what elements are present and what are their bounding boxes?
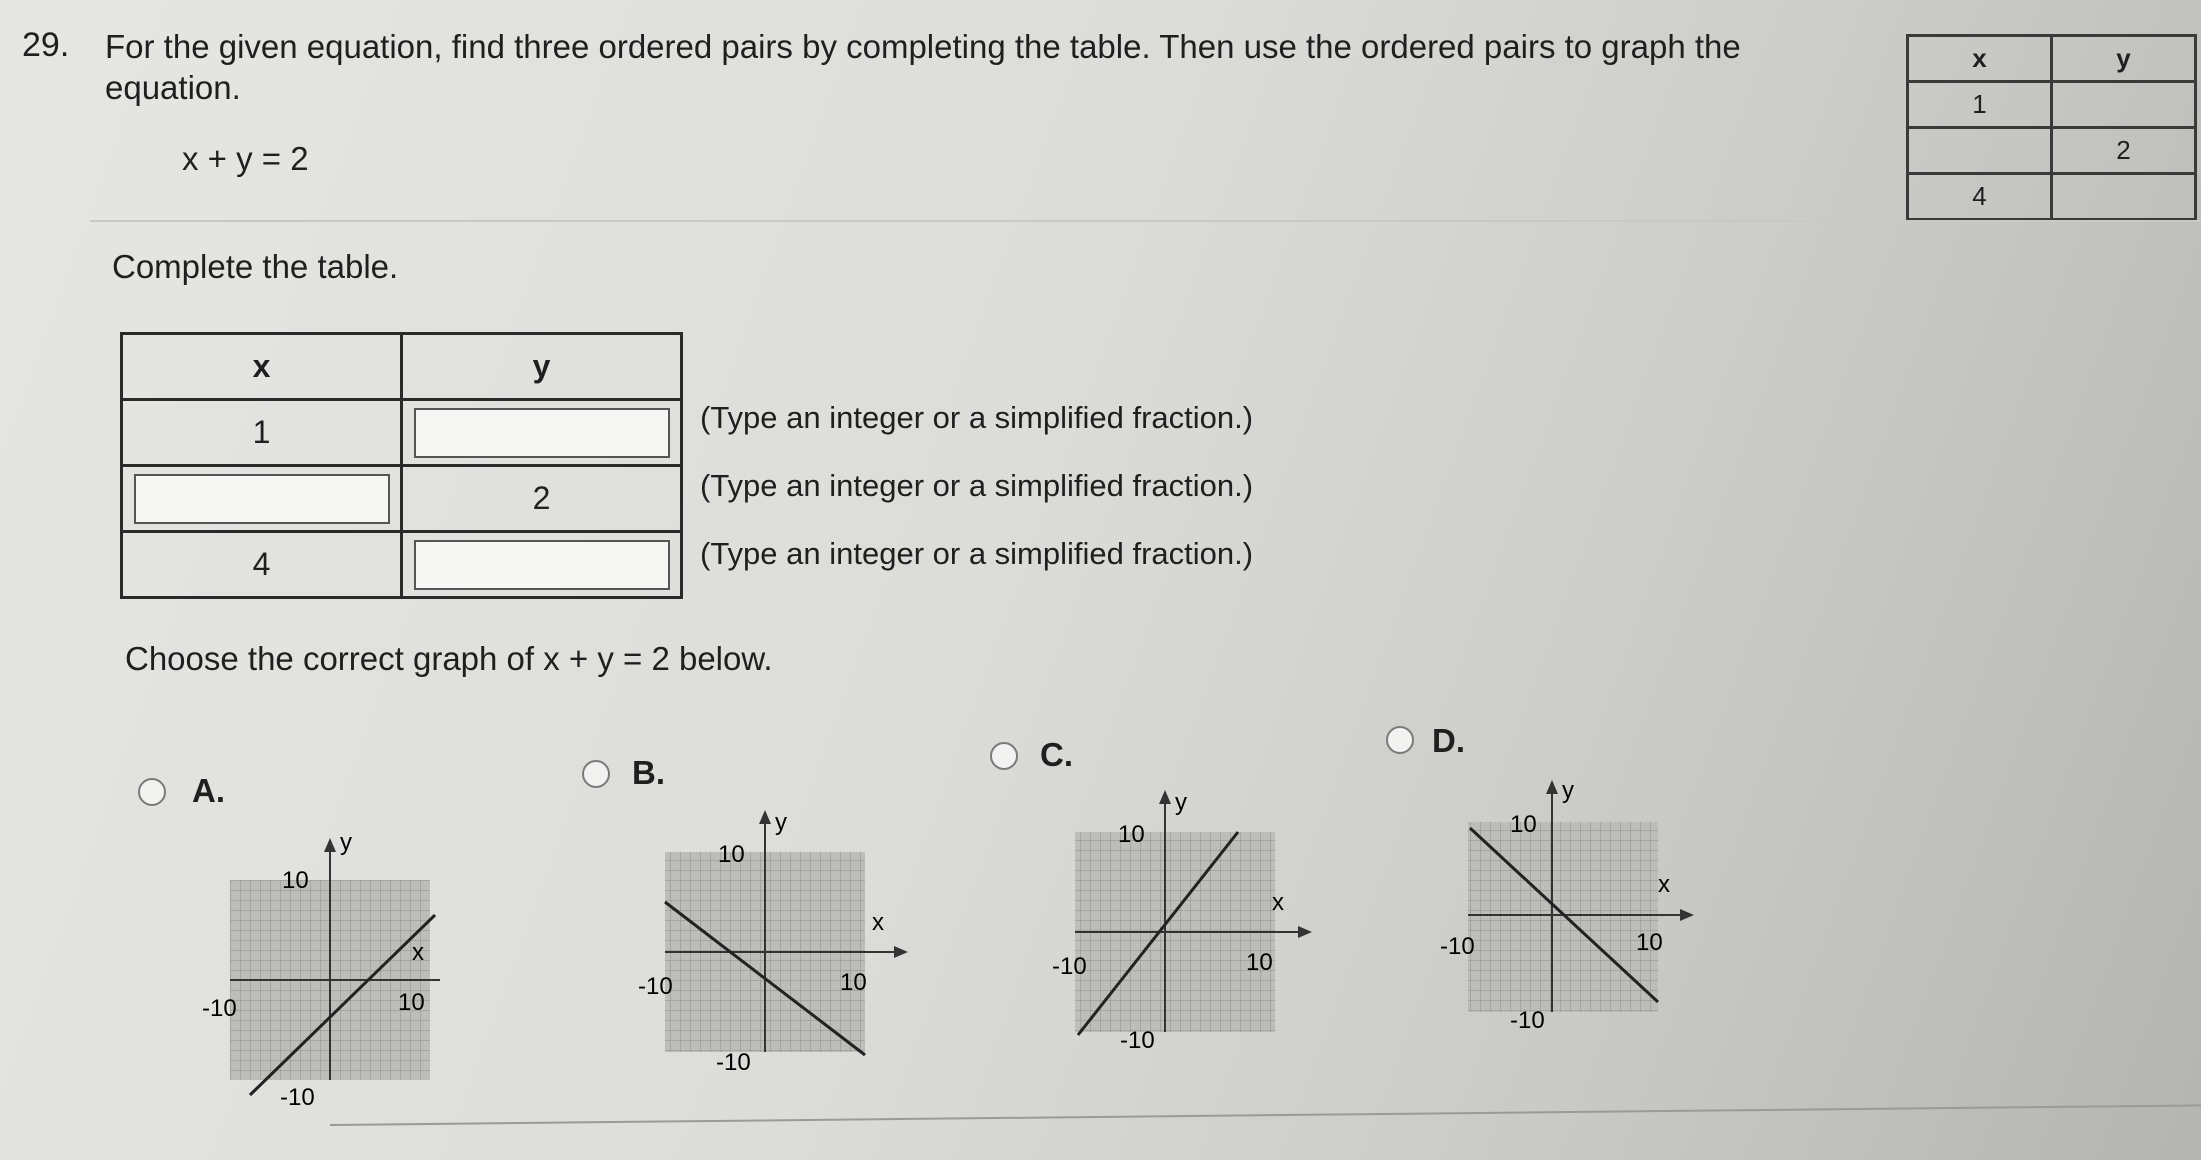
graph-d-x-label: x xyxy=(1658,871,1670,898)
graph-d-y-label: y xyxy=(1562,777,1574,804)
option-c-radio[interactable] xyxy=(990,742,1018,770)
graph-c-xmax: 10 xyxy=(1246,949,1273,976)
option-d-radio[interactable] xyxy=(1386,726,1414,754)
ref-cell: 2 xyxy=(2052,128,2196,174)
ref-cell: 4 xyxy=(1908,174,2052,220)
ref-cell xyxy=(2052,174,2196,220)
question-number: 29. xyxy=(22,26,70,64)
graph-a-xmax: 10 xyxy=(398,989,425,1016)
graph-a-y-label: y xyxy=(340,829,352,856)
option-d-label: D. xyxy=(1432,722,1465,759)
graph-d xyxy=(1440,770,1720,1050)
option-b-label: B. xyxy=(632,754,665,791)
graph-b-ymax: 10 xyxy=(718,841,745,868)
graph-c-y-arrow-icon xyxy=(1159,790,1171,804)
header-x: x xyxy=(122,334,402,400)
graph-a-ymax: 10 xyxy=(282,867,309,894)
graph-d-ymax: 10 xyxy=(1510,811,1537,838)
complete-table-prompt: Complete the table. xyxy=(112,248,399,285)
cell-y-row1 xyxy=(402,400,682,466)
option-c-label: C. xyxy=(1040,736,1073,773)
cell-y-row3 xyxy=(402,532,682,598)
ref-cell xyxy=(1908,128,2052,174)
graph-a xyxy=(190,820,460,1120)
graph-b xyxy=(630,800,910,1100)
divider xyxy=(90,220,2201,222)
graph-a-xmin: -10 xyxy=(202,995,237,1022)
graph-d-ymin: -10 xyxy=(1510,1007,1545,1034)
cell-y-row2: 2 xyxy=(402,466,682,532)
graph-c-ymin: -10 xyxy=(1120,1027,1155,1054)
question-text: For the given equation, find three ordered pairs by completing the table. Then use the ordered pairs to graph the equation. xyxy=(105,28,1741,106)
graph-c-y-label: y xyxy=(1175,789,1187,816)
graph-b-x-arrow-icon xyxy=(894,946,908,958)
graph-b-xmax: 10 xyxy=(840,969,867,996)
y-input-row1[interactable] xyxy=(414,408,670,458)
y-input-row3[interactable] xyxy=(414,540,670,590)
graph-c-xmin: -10 xyxy=(1052,953,1087,980)
ref-cell: 1 xyxy=(1908,82,2052,128)
option-a-label: A. xyxy=(192,772,225,809)
graph-a-x-label: x xyxy=(412,939,424,966)
graph-c-x-label: x xyxy=(1272,889,1284,916)
graph-c-ymax: 10 xyxy=(1118,821,1145,848)
graph-a-y-arrow-icon xyxy=(324,838,336,852)
reference-table xyxy=(1906,34,2197,221)
header-y: y xyxy=(402,334,682,400)
cell-x-row1: 1 xyxy=(122,400,402,466)
bottom-divider xyxy=(330,1104,2201,1126)
cell-x-row3: 4 xyxy=(122,532,402,598)
option-b-radio[interactable] xyxy=(582,760,610,788)
hint-row3: (Type an integer or a simplified fraction.) xyxy=(700,536,1254,571)
graph-b-xmin: -10 xyxy=(638,973,673,1000)
graph-b-y-label: y xyxy=(775,809,787,836)
graph-a-ymin: -10 xyxy=(280,1084,315,1111)
ref-cell xyxy=(2052,82,2196,128)
graph-d-y-arrow-icon xyxy=(1546,780,1558,794)
answer-table xyxy=(120,332,683,599)
graph-d-xmin: -10 xyxy=(1440,933,1475,960)
choose-graph-prompt: Choose the correct graph of x + y = 2 below. xyxy=(125,640,773,677)
graph-b-ymin: -10 xyxy=(716,1049,751,1076)
hint-row1: (Type an integer or a simplified fraction.) xyxy=(700,400,1254,435)
equation: x + y = 2 xyxy=(182,140,309,177)
ref-header-x: x xyxy=(1908,36,2052,82)
graph-d-x-arrow-icon xyxy=(1680,909,1694,921)
option-a-radio[interactable] xyxy=(138,778,166,806)
graph-d-xmax: 10 xyxy=(1636,929,1663,956)
graph-b-y-arrow-icon xyxy=(759,810,771,824)
graph-b-x-label: x xyxy=(872,909,884,936)
ref-header-y: y xyxy=(2052,36,2196,82)
cell-x-row2 xyxy=(122,466,402,532)
graph-c xyxy=(1040,780,1320,1060)
graph-c-x-arrow-icon xyxy=(1298,926,1312,938)
hint-row2: (Type an integer or a simplified fraction.) xyxy=(700,468,1254,503)
x-input-row2[interactable] xyxy=(134,474,390,524)
